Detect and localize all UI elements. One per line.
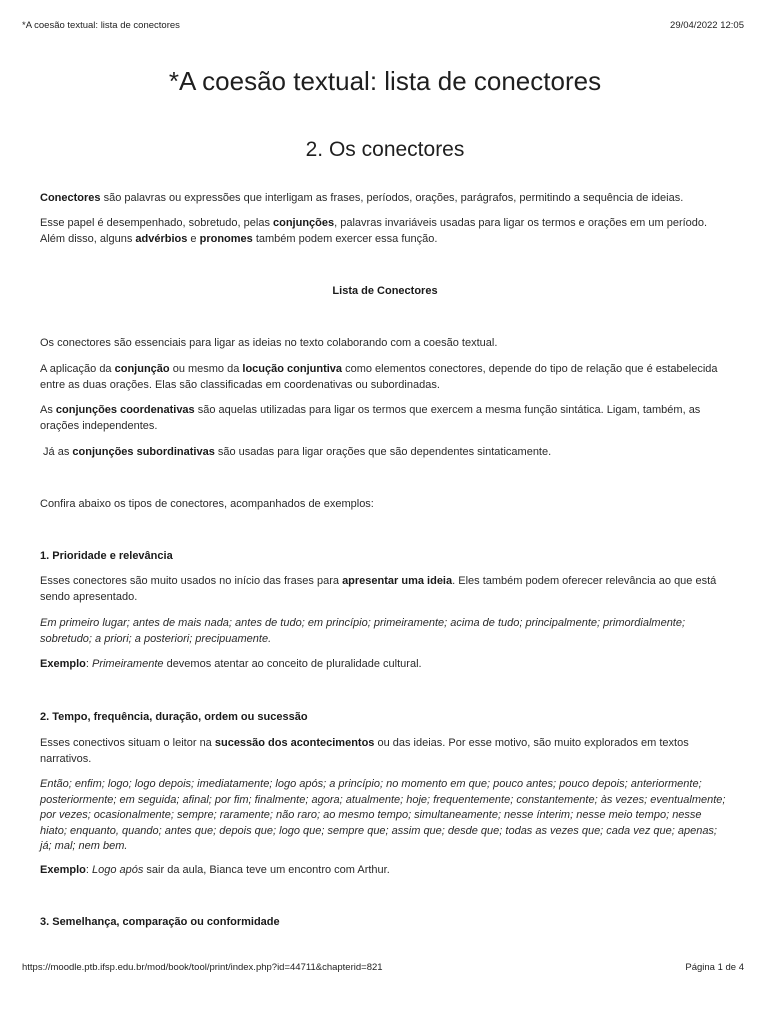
connector-list: Em primeiro lugar; antes de mais nada; antes de tudo; em princípio; primeiramente; acima de tudo; principalmente; primordialmente; sobretudo; a priori; a posteriori; precipuamente. <box>40 617 686 645</box>
footer-page-number: Página 1 de 4 <box>685 962 744 973</box>
section-description: Esses conectores são muito usados no início das frases para apresentar uma ideia. Eles também podem oferecer relevância ao que está sendo apresentado. <box>40 575 717 603</box>
paragraph-conjuncoes: Esse papel é desempenhado, sobretudo, pelas conjunções, palavras invariáveis usadas para ligar os termos e orações em um período. Além disso, alguns advérbios e pronomes também podem exercer essa função. <box>40 217 708 245</box>
footer-url: https://moodle.ptb.ifsp.edu.br/mod/book/tool/print/index.php?id=44711&chapterid=821 <box>22 962 383 973</box>
paragraph-essenciais: Os conectores são essenciais para ligar as ideias no texto colaborando com a coesão textual. <box>40 337 498 349</box>
paragraph-coordenativas: As conjunções coordenativas são aquelas utilizadas para ligar os termos que exercem a mesma função sintática. Ligam, também, as orações independentes. <box>40 404 701 432</box>
example-sentence: Exemplo: Logo após sair da aula, Bianca teve um encontro com Arthur. <box>40 864 390 876</box>
print-header <box>22 20 744 31</box>
header-datetime: 29/04/2022 12:05 <box>670 20 744 31</box>
paragraph-confira: Confira abaixo os tipos de conectores, acompanhados de exemplos: <box>40 498 374 510</box>
section-heading-semelhanca: 3. Semelhança, comparação ou conformidade <box>40 916 280 928</box>
list-heading: Lista de Conectores <box>332 285 438 297</box>
connector-list: Então; enfim; logo; logo depois; imediatamente; logo após; a princípio; no momento em que; pouco antes; pouco depois; anteriormente; posteriormente; em seguida; afinal; por fim; finalmente; agora; atualmente; hoje; frequentemente; constantemente; às vezes; eventualmente; por vezes; ocasionalmente; sempre; raramente; não raro; ao mesmo tempo; simultaneamente; nesse ínterim; nesse meio tempo; nesse hiato; enquanto, quando; antes que; depois que; logo que; sempre que; assim que; desde que; todas as vezes que; cada vez que; apenas; já; mal; nem bem. <box>40 778 726 852</box>
paragraph-conectores-definition: Conectores são palavras ou expressões que interligam as frases, períodos, orações, parágrafos, permitindo a sequência de ideias. <box>40 192 684 204</box>
paragraph-aplicacao: A aplicação da conjunção ou mesmo da locução conjuntiva como elementos conectores, depende do tipo de relação que é estabelecida entre as duas orações. Elas são classificadas em coordenativas ou subordinadas. <box>40 363 718 391</box>
print-footer <box>22 962 744 973</box>
section-heading-prioridade: 1. Prioridade e relevância <box>40 550 173 562</box>
page-title: *A coesão textual: lista de conectores <box>168 66 602 96</box>
header-doc-title: *A coesão textual: lista de conectores <box>22 20 180 31</box>
section-heading-tempo: 2. Tempo, frequência, duração, ordem ou sucessão <box>40 711 308 723</box>
chapter-title: 2. Os conectores <box>305 138 465 161</box>
paragraph-subordinativas: Já as conjunções subordinativas são usadas para ligar orações que são dependentes sintaticamente. <box>40 446 552 458</box>
example-sentence: Exemplo: Primeiramente devemos atentar ao conceito de pluralidade cultural. <box>40 658 422 670</box>
section-description: Esses conectivos situam o leitor na sucessão dos acontecimentos ou das ideias. Por esse motivo, são muito explorados em textos narrativos. <box>40 737 689 765</box>
